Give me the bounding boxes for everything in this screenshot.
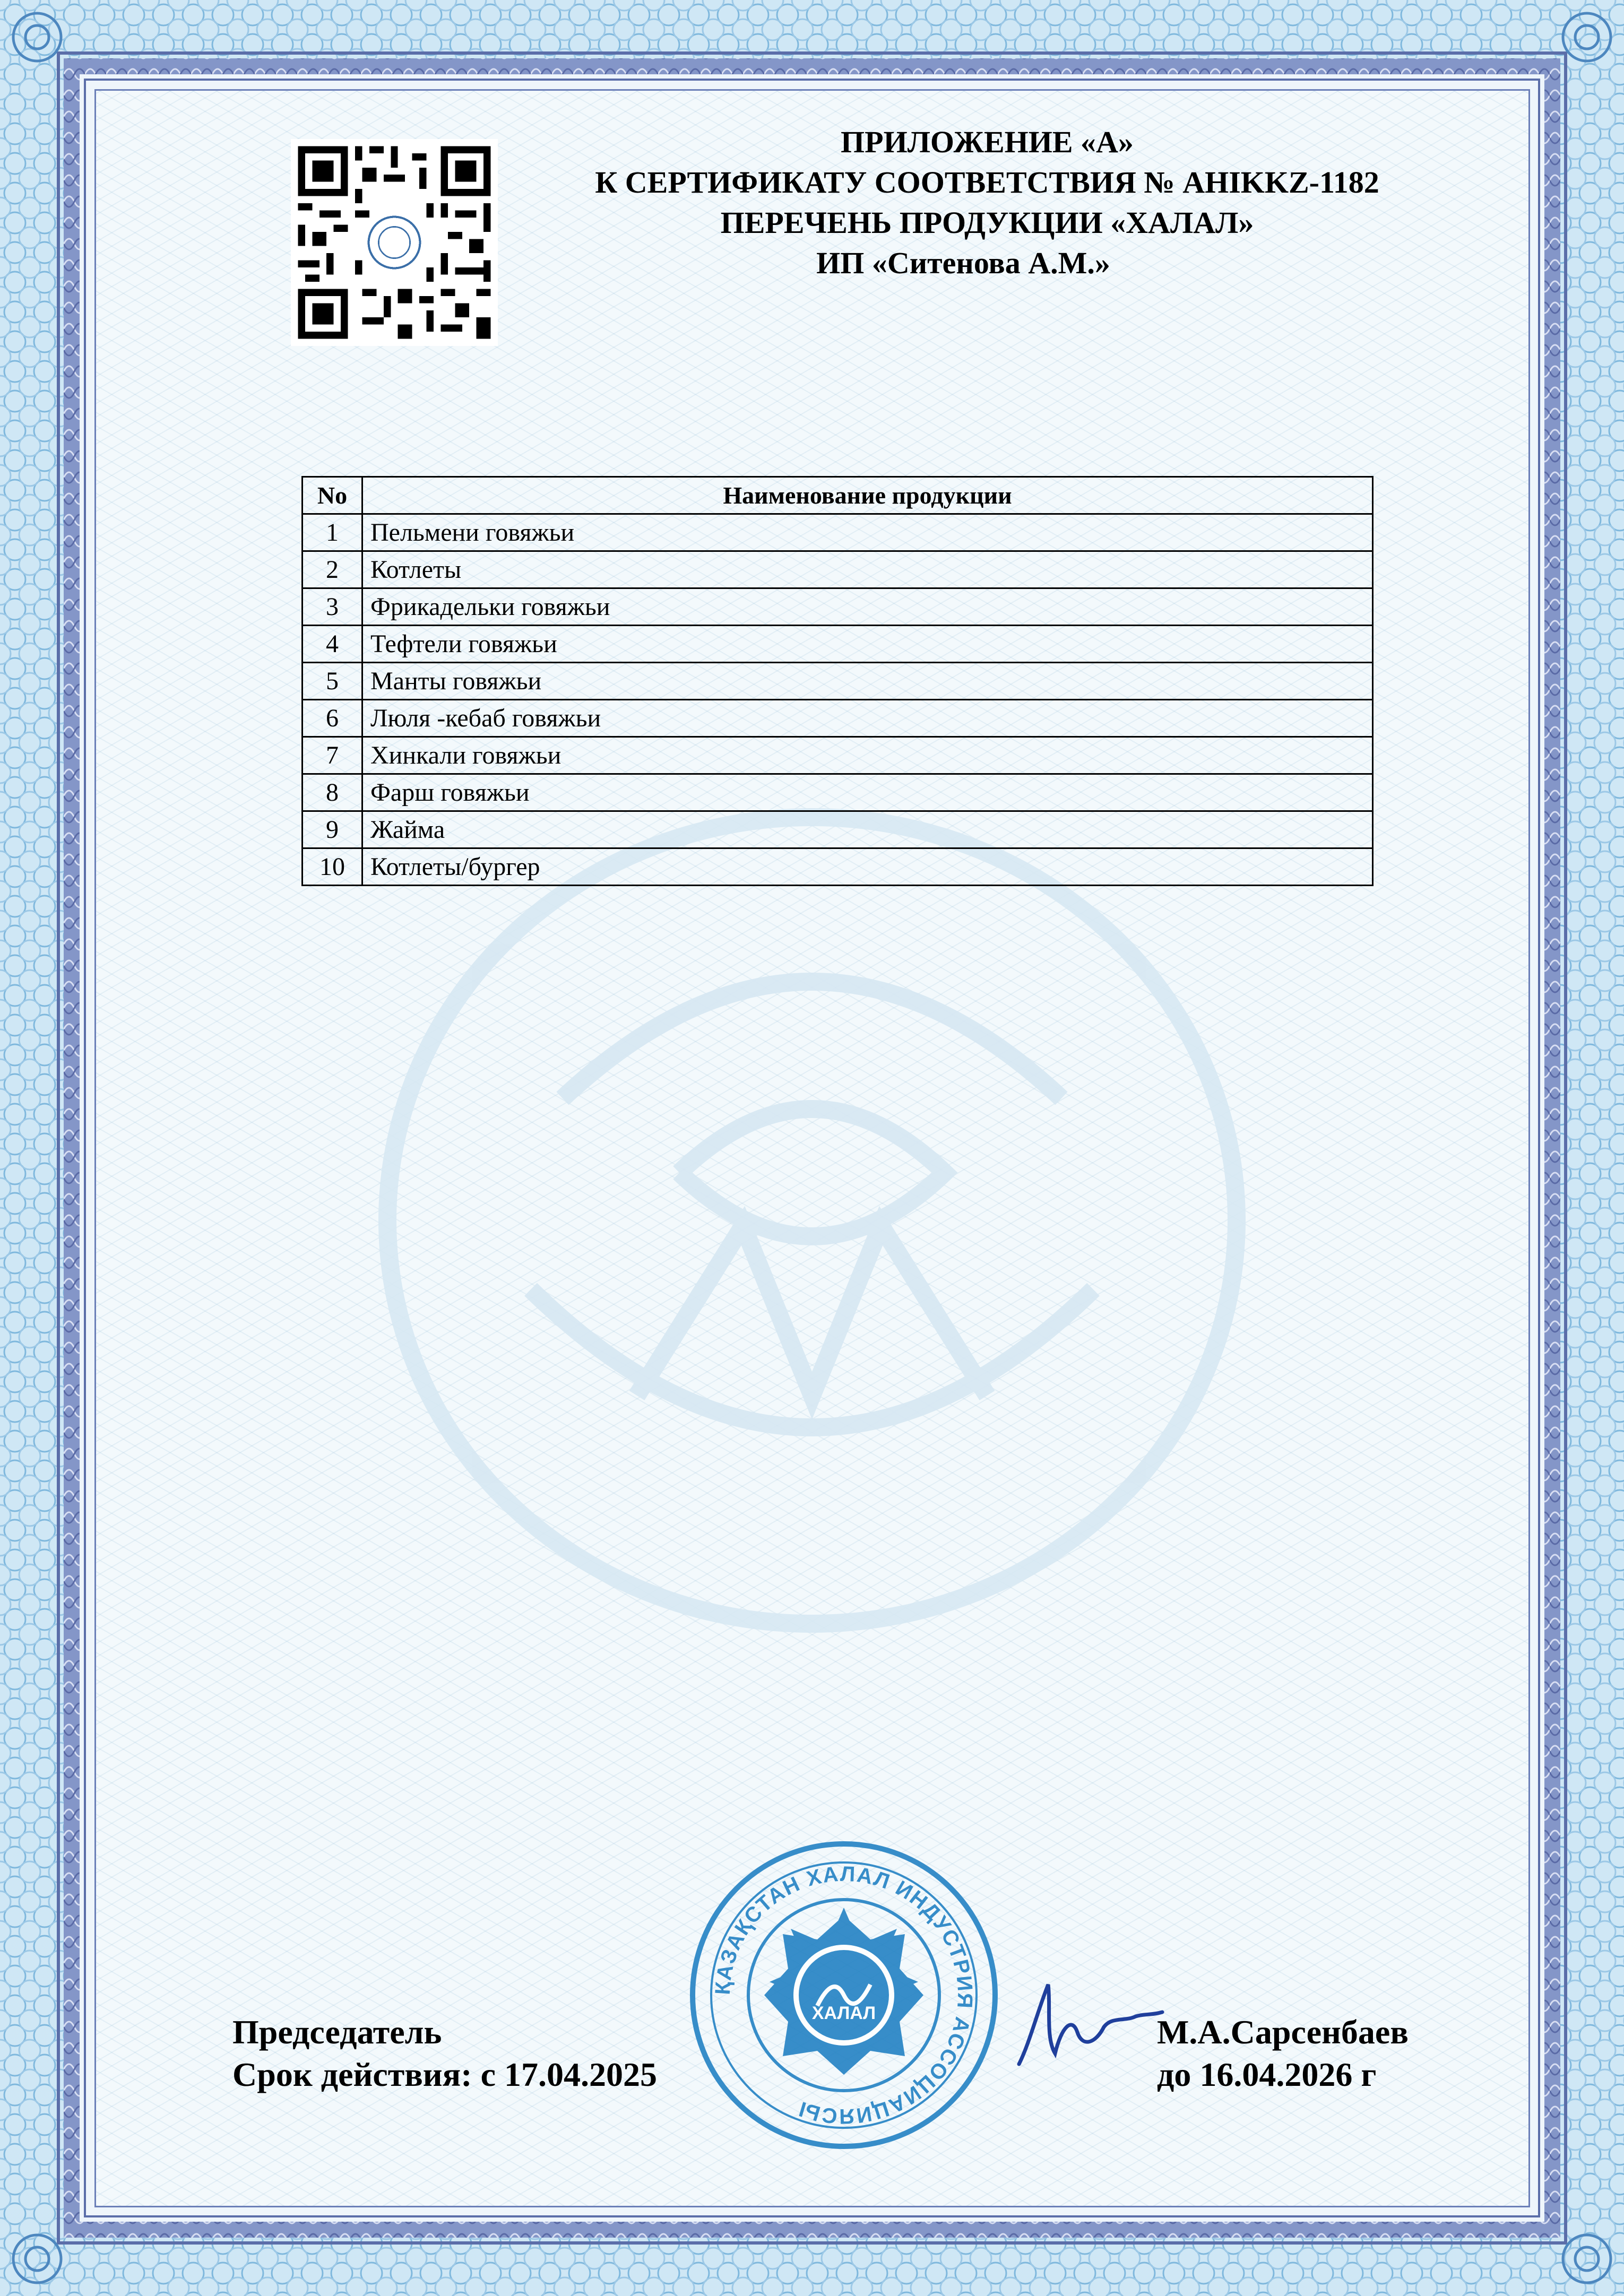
- seal-inner-text: ХАЛАЛ: [811, 2003, 876, 2023]
- product-name: Манты говяжьи: [362, 663, 1373, 700]
- table-row: [303, 700, 1373, 737]
- row-number: 3: [303, 588, 362, 626]
- table-row: [303, 514, 1373, 551]
- table-row: [303, 663, 1373, 700]
- row-number: 8: [303, 774, 362, 811]
- product-name: Котлеты: [362, 551, 1373, 588]
- table-row: [303, 626, 1373, 663]
- row-number: 6: [303, 700, 362, 737]
- document-heading: [584, 122, 1390, 283]
- row-number: 1: [303, 514, 362, 551]
- heading-line-annex: ПРИЛОЖЕНИЕ «А»: [841, 125, 1134, 159]
- row-number: 5: [303, 663, 362, 700]
- table-row: [303, 811, 1373, 848]
- row-number: 9: [303, 811, 362, 848]
- seal-outer-text: ҚАЗАҚСТАН ХАЛАЛ ИНДУСТРИЯ АССОЦИАЦИЯСЫ: [711, 1862, 977, 2128]
- row-number: 2: [303, 551, 362, 588]
- table-header-row: [303, 477, 1373, 514]
- validity-period: Срок действия: с 17.04.2025: [232, 2056, 657, 2093]
- column-header-number: No: [303, 477, 362, 514]
- heading-line-company: ИП «Ситенова А.М.»: [816, 246, 1110, 280]
- valid-until-date: до 16.04.2026 г: [1157, 2056, 1377, 2093]
- row-number: 10: [303, 848, 362, 886]
- product-name: Люля -кебаб говяжьи: [362, 700, 1373, 737]
- table-row: [303, 551, 1373, 588]
- watermark-emblem: [340, 769, 1284, 1645]
- handwritten-signature: [1008, 1963, 1168, 2080]
- table-row: [303, 737, 1373, 774]
- table-row: [303, 848, 1373, 886]
- product-name: Жайма: [362, 811, 1373, 848]
- product-name: Фрикадельки говяжьи: [362, 588, 1373, 626]
- product-table: [301, 476, 1374, 886]
- qr-code: [291, 139, 498, 346]
- product-name: Тефтели говяжьи: [362, 626, 1373, 663]
- product-name: Пельмени говяжьи: [362, 514, 1373, 551]
- table-row: [303, 588, 1373, 626]
- product-name: Фарш говяжьи: [362, 774, 1373, 811]
- heading-line-certificate: К СЕРТИФИКАТУ СООТВЕТСТВИЯ № AHIKKZ-1182: [595, 165, 1379, 200]
- column-header-product-name: Наименование продукции: [362, 477, 1373, 514]
- product-name: Хинкали говяжьи: [362, 737, 1373, 774]
- signer-name: М.А.Сарсенбаев: [1157, 2013, 1409, 2051]
- official-seal: [685, 1836, 1003, 2154]
- row-number: 4: [303, 626, 362, 663]
- heading-line-product-list: ПЕРЕЧЕНЬ ПРОДУКЦИИ «ХАЛАЛ»: [720, 205, 1254, 240]
- chairman-label: Председатель: [232, 2013, 442, 2051]
- product-name: Котлеты/бургер: [362, 848, 1373, 886]
- table-row: [303, 774, 1373, 811]
- row-number: 7: [303, 737, 362, 774]
